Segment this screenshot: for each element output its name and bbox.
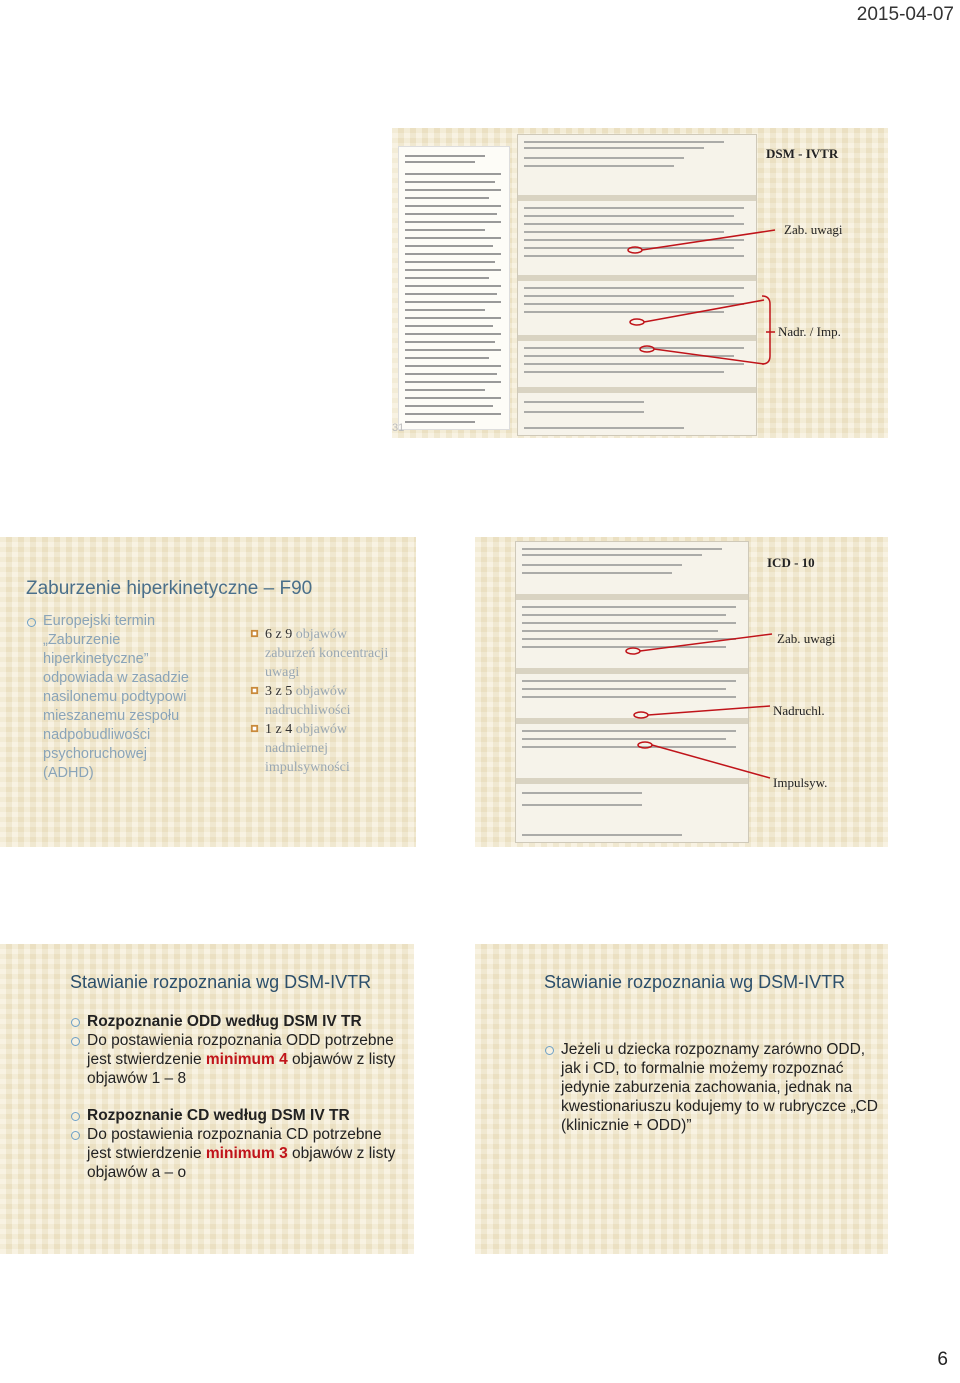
- slide4-bullet: Rozpoznanie ODD według DSM IV TR: [70, 1012, 400, 1031]
- page-number: 6: [937, 1349, 948, 1370]
- slide4-bullet: Rozpoznanie CD według DSM IV TR: [70, 1106, 400, 1125]
- slide2-title: Zaburzenie hiperkinetyczne – F90: [26, 578, 313, 599]
- slide-number: 31: [392, 422, 405, 434]
- slide5-title: Stawianie rozpoznania wg DSM-IVTR: [544, 972, 846, 992]
- label-hyperactivity-impulsivity: Nadr. / Imp.: [778, 324, 841, 339]
- label-attention: Zab. uwagi: [784, 222, 843, 237]
- label-dsm-ivtr: DSM - IVTR: [766, 146, 839, 161]
- slide4-title: Stawianie rozpoznania wg DSM-IVTR: [70, 972, 372, 992]
- slide5-bullets: [544, 1040, 878, 1135]
- slide5-bullet: Jeżeli u dziecka rozpoznamy zarówno ODD, jak i CD, to formalnie możemy rozpoznać jedynie zaburzenia zachowania, jednak na kwestionariuszu kodujemy to w rubryczce „CD (klinicznie + ODD)”: [544, 1040, 878, 1135]
- label-impulsivity: Impulsyw.: [773, 775, 828, 790]
- criteria-item: 6 z 9 objawów zaburzeń koncentracji uwagi: [250, 625, 400, 682]
- slide4-bullet: Do postawienia rozpoznania ODD potrzebne jest stwierdzenie minimum 4 objawów z listy objawów 1 – 8: [70, 1031, 400, 1088]
- criteria-item: 3 z 5 objawów nadruchliwości: [250, 682, 400, 720]
- slide2-bullet: Europejski termin „Zaburzenie hiperkinetyczne” odpowiada w zasadzie nasilonemu podtypowi mieszanemu zespołu nadpobudliwości psychoruchowej (ADHD): [26, 612, 196, 783]
- slide4-bullet: Do postawienia rozpoznania CD potrzebne jest stwierdzenie minimum 3 objawów z listy objawów a – o: [70, 1125, 400, 1182]
- criteria-item: 1 z 4 objawów nadmiernej impulsywności: [250, 720, 400, 777]
- label-icd10: ICD - 10: [767, 555, 815, 570]
- label-attention: Zab. uwagi: [777, 631, 836, 646]
- slide4-bullets: [70, 1012, 400, 1182]
- label-hyperactivity: Nadruchl.: [773, 703, 825, 718]
- header-date: 2015-04-07: [856, 4, 954, 25]
